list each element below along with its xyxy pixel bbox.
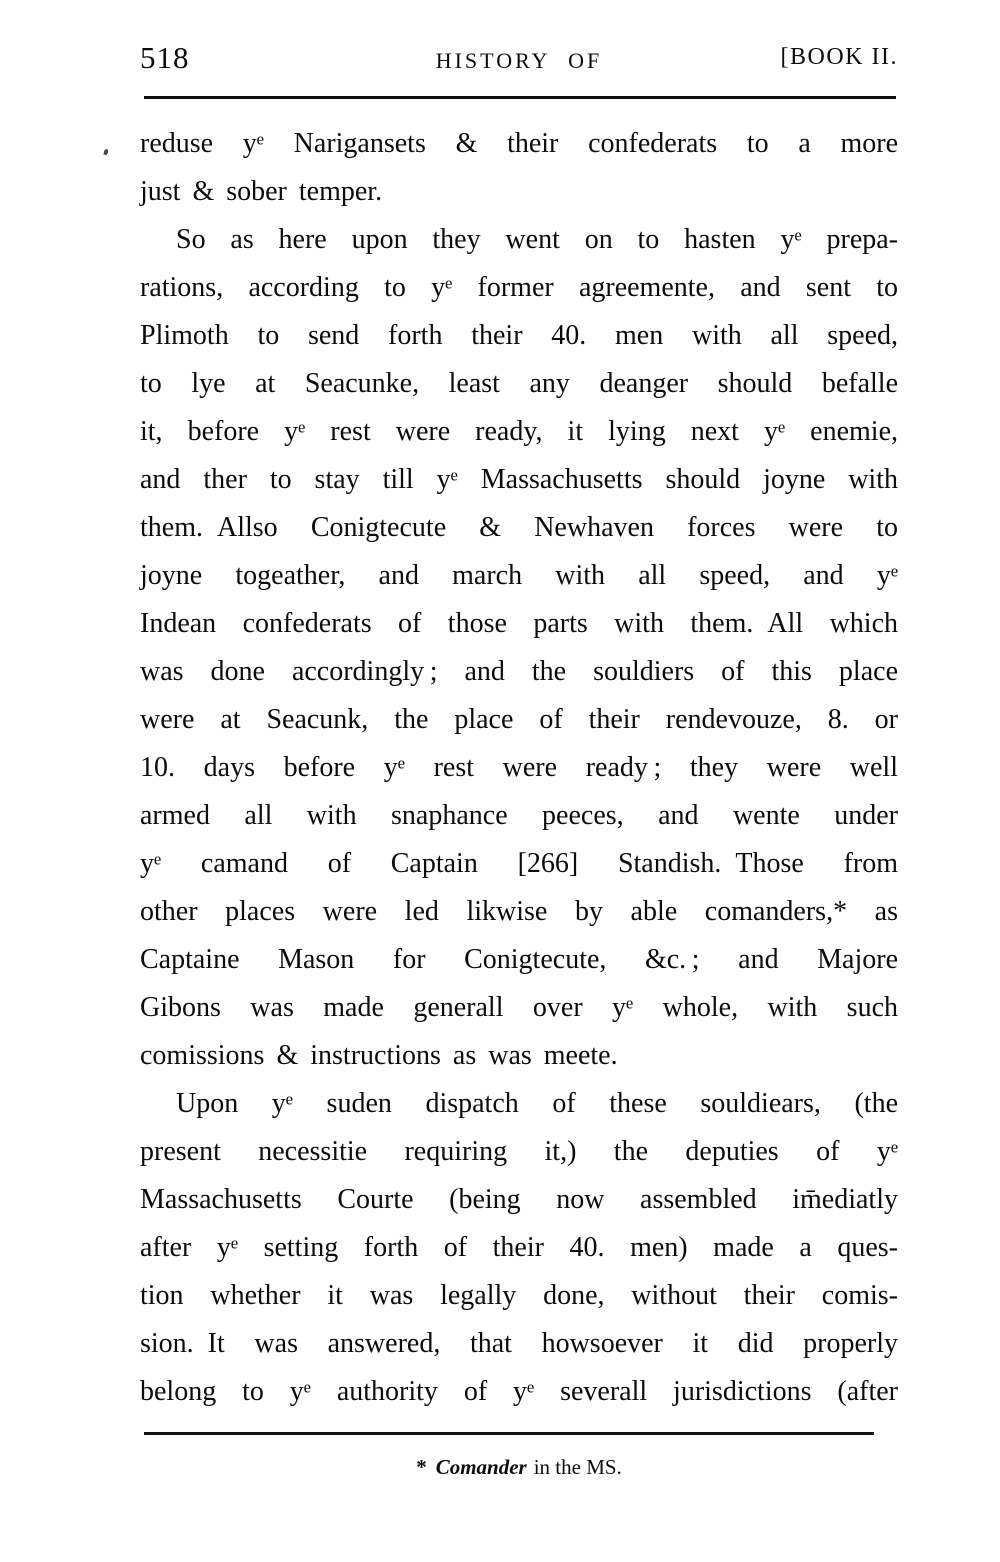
text-line: joyne togeather, and march with all speed, and yᵉ	[140, 560, 898, 591]
footnote-text: in the MS.	[533, 1455, 622, 1479]
scan-speck	[103, 149, 108, 156]
text-line: reduse yᵉ Narigansets & their confederats to a more	[140, 128, 898, 159]
footnote-rule	[144, 1432, 874, 1435]
text-line: Indean confederats of those parts with them. All which	[140, 608, 898, 639]
text-line: Captaine Mason for Conigtecute, &c. ; and Majore	[140, 944, 898, 975]
footnote-term: Comander	[435, 1455, 527, 1479]
text-line-paragraph-end: comissions & instructions as was meete.	[140, 1040, 618, 1071]
text-line: belong to yᵉ authority of yᵉ severall jurisdictions (after	[140, 1376, 898, 1407]
text-line: Massachusetts Courte (being now assembled im̄ediatly	[140, 1184, 898, 1215]
text-line: yᵉ camand of Captain [266] Standish. Those from	[140, 848, 898, 879]
page-number: 518	[140, 40, 190, 75]
body-text	[140, 120, 898, 1416]
header-rule	[144, 96, 896, 99]
text-column	[140, 0, 898, 1562]
text-line: and ther to stay till yᵉ Massachusetts should joyne with	[140, 464, 898, 495]
running-title: HISTORY OF	[435, 48, 603, 73]
text-line-paragraph-start: So as here upon they went on to hasten yᵉ prepa-	[176, 224, 898, 255]
text-line: 10. days before yᵉ rest were ready ; they were well	[140, 752, 898, 783]
text-line: rations, according to yᵉ former agreemente, and sent to	[140, 272, 898, 303]
text-line: tion whether it was legally done, without their comis-	[140, 1280, 898, 1311]
book-part-label: [BOOK II.	[780, 44, 898, 70]
text-line: it, before yᵉ rest were ready, it lying next yᵉ enemie,	[140, 416, 898, 447]
text-line: Plimoth to send forth their 40. men with all speed,	[140, 320, 898, 351]
text-line: were at Seacunk, the place of their rendevouze, 8. or	[140, 704, 898, 735]
text-line: present necessitie requiring it,) the deputies of yᵉ	[140, 1136, 898, 1167]
text-line-paragraph-start: Upon yᵉ suden dispatch of these souldiears, (the	[176, 1088, 898, 1119]
footnote-marker: *	[416, 1455, 427, 1479]
text-line: was done accordingly ; and the souldiers of this place	[140, 656, 898, 687]
text-line: armed all with snaphance peeces, and wente under	[140, 800, 898, 831]
text-line: them. Allso Conigtecute & Newhaven forces were to	[140, 512, 898, 543]
text-line-paragraph-end: just & sober temper.	[140, 176, 383, 207]
text-line: to lye at Seacunke, least any deanger should befalle	[140, 368, 898, 399]
footnote	[140, 1452, 898, 1482]
text-line: after yᵉ setting forth of their 40. men) made a ques-	[140, 1232, 898, 1263]
text-line: other places were led likwise by able comanders,* as	[140, 896, 898, 927]
text-line: Gibons was made generall over yᵉ whole, with such	[140, 992, 898, 1023]
text-line: sion. It was answered, that howsoever it did properly	[140, 1328, 898, 1359]
